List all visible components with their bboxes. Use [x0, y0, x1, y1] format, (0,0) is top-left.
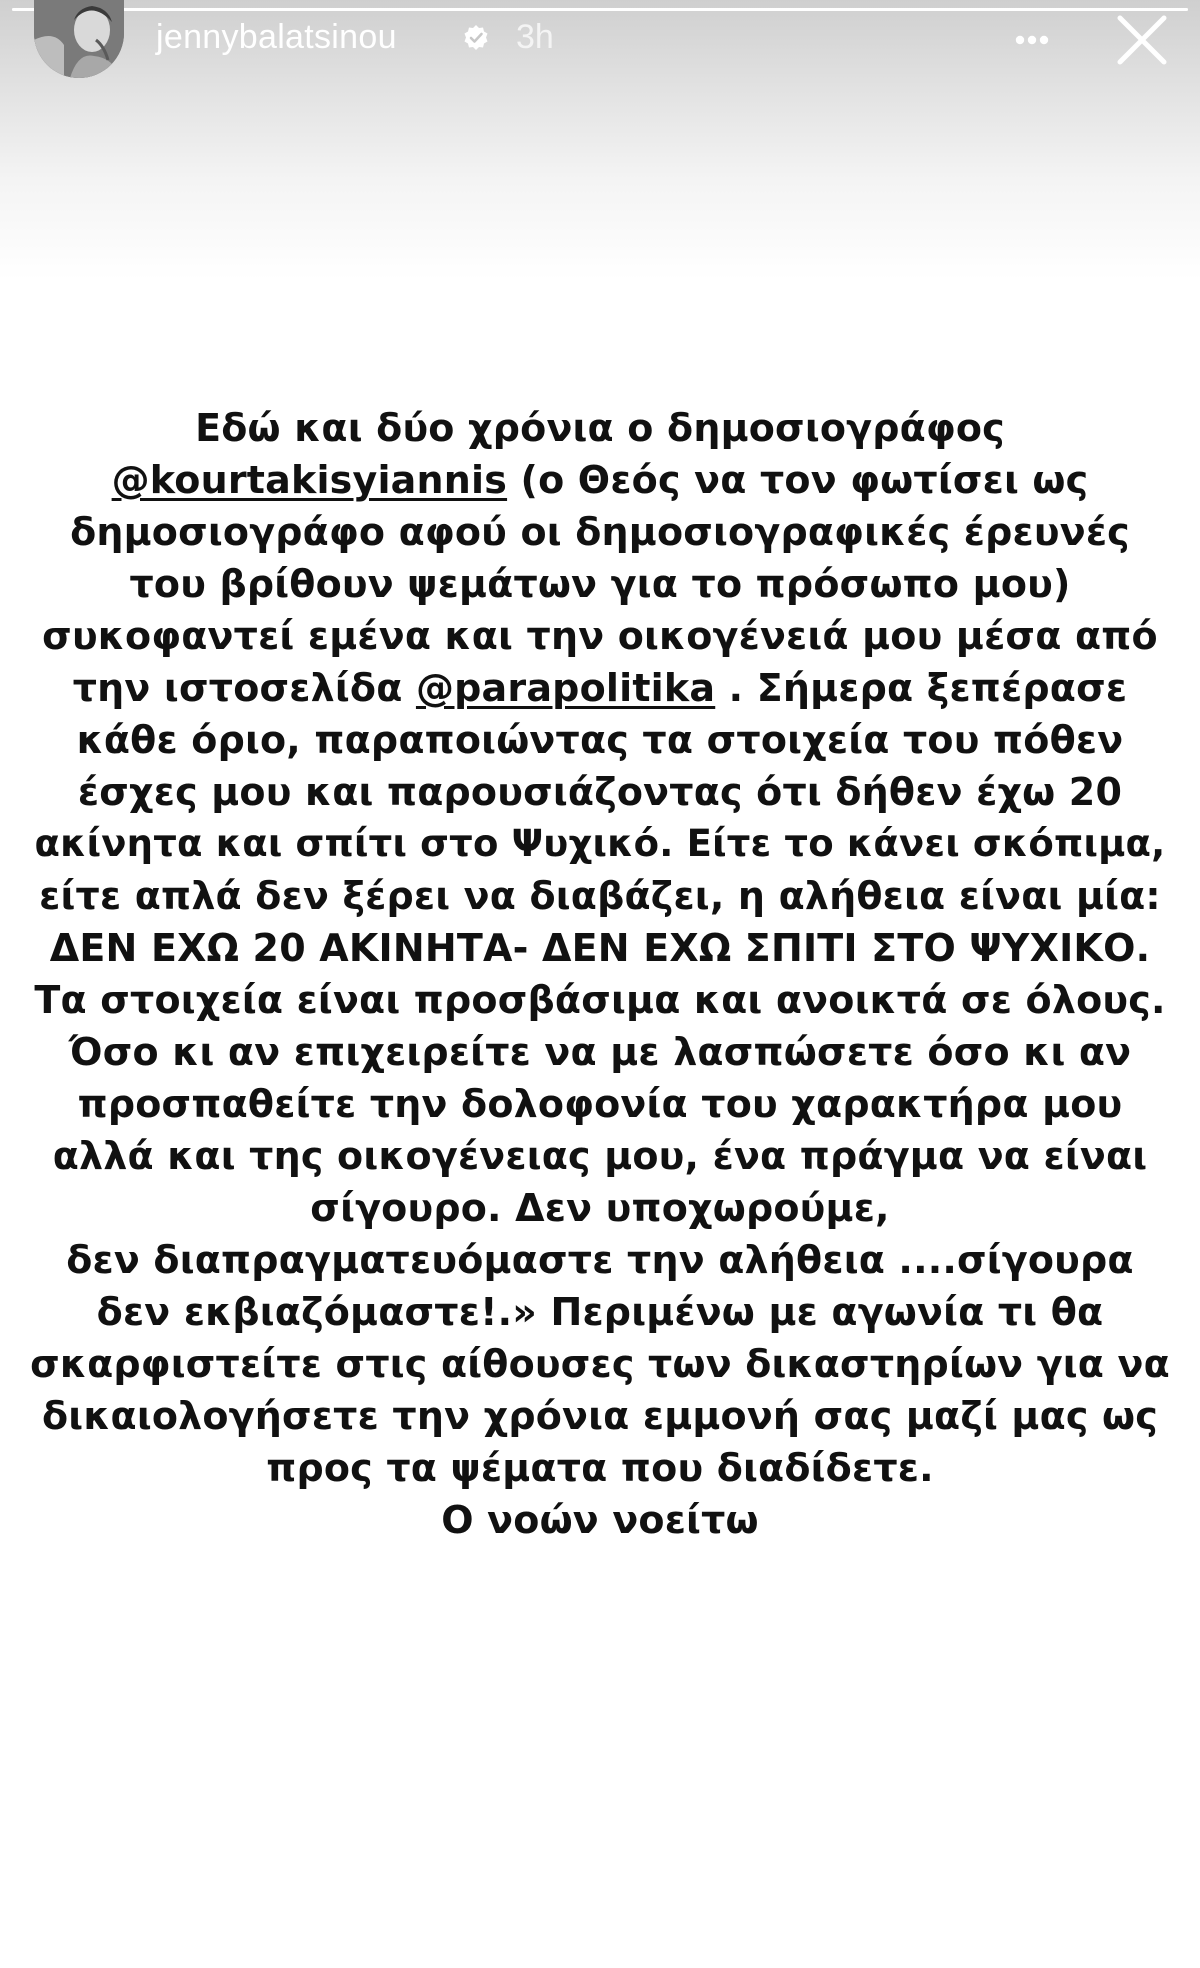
story-text-line: σίγουρο. Δεν υποχωρούμε, [310, 1186, 890, 1230]
story-text-line: Τα στοιχεία είναι προσβάσιμα και ανοικτά σε όλους. [34, 978, 1166, 1022]
story-text-line: συκοφαντεί εμένα και την οικογένειά μου μέσα από [42, 614, 1158, 658]
story-text-line: αλλά και της οικογένειας μου, ένα πράγμα να είναι [52, 1134, 1148, 1178]
verified-badge-icon [462, 24, 490, 52]
story-text-line [30, 454, 1170, 506]
close-icon [1110, 8, 1174, 72]
story-text-line: κάθε όριο, παραποιώντας τα στοιχεία του πόθεν [76, 718, 1124, 762]
story-text-line: δικαιολογήσετε την χρόνια εμμονή σας μαζί μας ως [42, 1394, 1158, 1438]
story-text-line: δημοσιογράφο αφού οι δημοσιογραφικές έρευνές [70, 510, 1130, 554]
story-text-line: Εδώ και δύο χρόνια ο δημοσιογράφος [195, 406, 1005, 450]
story-text-line: ΔΕΝ ΕΧΩ 20 ΑΚΙΝΗΤΑ- ΔΕΝ ΕΧΩ ΣΠΙΤΙ ΣΤΟ ΨΥΧΙΚΟ. [49, 926, 1151, 970]
story-text-fragment: (ο Θεός να τον φωτίσει ως [507, 458, 1089, 502]
story-text-line: είτε απλά δεν ξέρει να διαβάζει, η αλήθεια είναι μία: [39, 874, 1161, 918]
story-text-line: του βρίθουν ψεμάτων για το πρόσωπο μου) [129, 562, 1071, 606]
more-options-button[interactable] [1004, 22, 1060, 58]
story-text-body [30, 402, 1170, 1546]
story-text-line [30, 662, 1170, 714]
mention-parapolitika[interactable]: @parapolitika [415, 666, 716, 710]
profile-photo [34, 0, 124, 78]
story-text-fragment: την ιστοσελίδα [72, 666, 416, 710]
story-text-line: προς τα ψέματα που διαδίδετε. [266, 1446, 934, 1490]
story-text-fragment: . Σήμερα ξεπέρασε [715, 666, 1128, 710]
more-dots-icon [1004, 22, 1060, 58]
mention-kourtakisyiannis[interactable]: @kourtakisyiannis [111, 458, 508, 502]
story-text-line: ακίνητα και σπίτι στο Ψυχικό. Είτε το κάνει σκόπιμα, [34, 822, 1166, 865]
story-text-line: σκαρφιστείτε στις αίθουσες των δικαστηρίων για να [30, 1342, 1170, 1386]
story-text-line: δεν εκβιαζόμαστε!.» Περιμένω με αγωνία τι θα [96, 1290, 1104, 1334]
story-text-line: Ο νοών νοείτω [441, 1498, 759, 1542]
story-text-line: έσχες μου και παρουσιάζοντας ότι δήθεν έχω 20 [77, 770, 1123, 814]
story-header [0, 0, 1200, 80]
close-button[interactable] [1110, 8, 1174, 72]
username[interactable]: jennybalatsinou [156, 18, 397, 56]
story-text-line: δεν διαπραγματευόμαστε την αλήθεια ....σίγουρα [66, 1238, 1134, 1282]
story-text-line: Όσο κι αν επιχειρείτε να με λασπώσετε όσο κι αν [68, 1030, 1132, 1074]
avatar[interactable] [34, 0, 124, 78]
story-timestamp: 3h [516, 18, 554, 56]
story-text-line: προσπαθείτε την δολοφονία του χαρακτήρα μου [77, 1082, 1123, 1126]
